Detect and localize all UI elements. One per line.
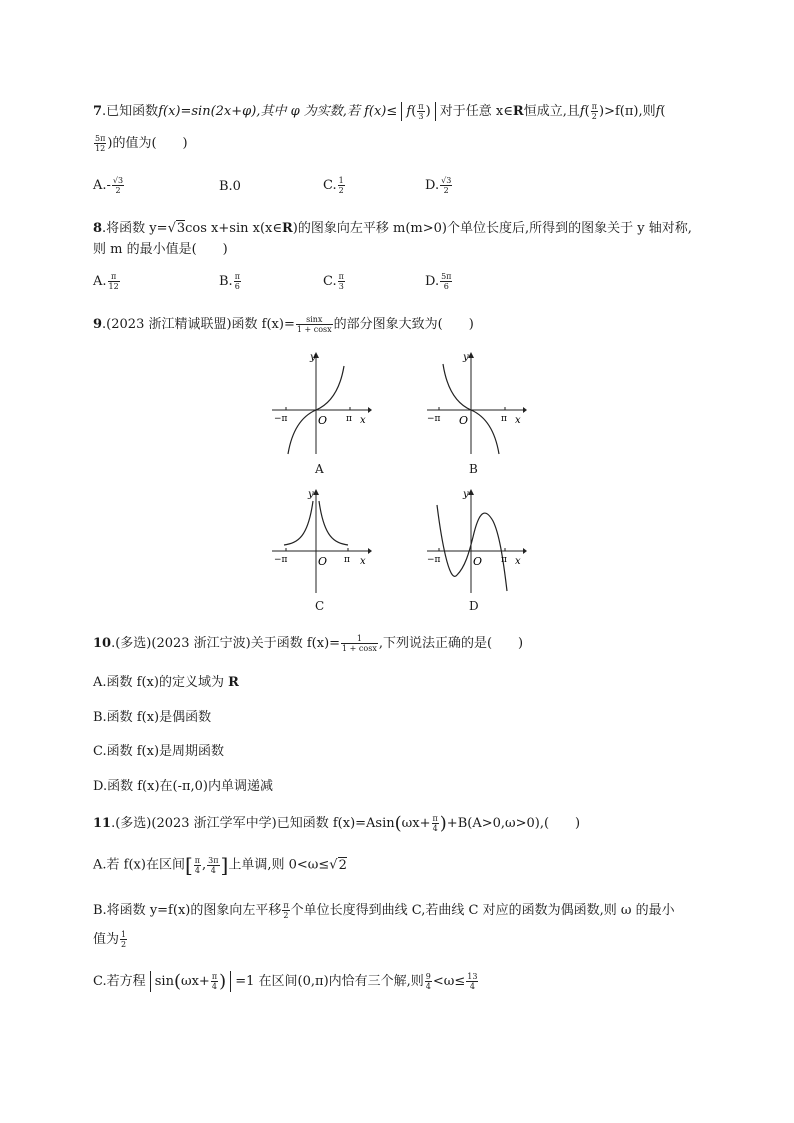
q9-frac: $\frac{\sin x}{1 + \cos x}$ [296, 315, 332, 334]
q7-f2: f [579, 104, 585, 119]
q7-line1: 7.已知函数f(x)=sin(2x+φ),其中 φ 为实数,若 f(x)≤ f( $\frac{\pi}{3}$ ) 对于任意 x∈R恒成立,且f( $\frac{\pi}{2}$ )>f(π),则f( [93, 102, 666, 121]
q7-stem-c: 对于任意 x∈ [439, 104, 513, 119]
q10-frac: $\frac{1}{1 + \cos x}$ [342, 634, 377, 653]
q9-graph-d [423, 487, 527, 595]
q10-option-a: A.函数 f(x)的定义域为 R [93, 675, 239, 690]
q7-stem-e: >f(π),则 [604, 104, 656, 119]
q9-c-xlabel: x [360, 556, 366, 567]
q9-b-xlabel: x [515, 415, 521, 426]
q9-c-ylabel: y [308, 489, 314, 500]
q7-number: 7 [93, 104, 103, 119]
q9-stem [93, 313, 474, 334]
q8-R: R [281, 221, 293, 236]
q7-frac-5pi12: $\frac{5\pi}{12}$ [95, 134, 106, 153]
q9-stem-b: 的部分图象大致为( ) [333, 317, 474, 332]
q8-option-a: A. $\frac{\pi}{12}$ [93, 272, 119, 291]
q9-caption-d: D [469, 599, 479, 613]
q10-stem [93, 632, 523, 653]
q9-graph-c [268, 487, 372, 595]
q7-stem-b: f(x)=sin(2x+φ),其中 φ 为实数,若 f(x)≤ [158, 104, 398, 119]
q9-caption-b: B [469, 462, 478, 476]
q7-option-d: D. $\frac{√3}{2}$ [425, 176, 452, 195]
q8-stem-b: cos x+sin x(x∈ [185, 221, 282, 236]
q9-d-pi: π [501, 555, 507, 565]
q9-c-origin: O [318, 555, 328, 568]
q10-option-d: D.函数 f(x)在(-π,0)内单调递减 [93, 779, 273, 794]
q9-c-pi: π [344, 555, 350, 565]
q9-a-pi: π [346, 414, 352, 424]
q7-frac-pi2: $\frac{\pi}{2}$ [591, 102, 597, 121]
q9-d-xlabel: x [515, 556, 521, 567]
q9-a-xlabel: x [360, 415, 366, 426]
q9-graph-a [268, 350, 372, 458]
q11-option-b-line2: 值为 $\frac{1}{2}$ [93, 930, 127, 949]
q11-option-b-line1: B.将函数 y=f(x)的图象向左平移 $\frac{\pi}{2}$ 个单位长度得到曲线 C,若曲线 C 对应的函数为偶函数,则 ω 的最小 [93, 901, 675, 920]
q8-sqrt3: 3 [176, 221, 186, 236]
q9-caption-c: C [315, 599, 325, 613]
q7-stem-f: 的值为( ) [112, 136, 188, 151]
q8-option-b: B. $\frac{\pi}{6}$ [219, 272, 240, 291]
q7-stem-d: 恒成立,且 [523, 104, 580, 119]
q9-b-pi: π [501, 414, 507, 424]
q7-f3: f [655, 104, 661, 119]
q9-b-negpi: −π [427, 414, 441, 424]
q8-line2: 则 m 的最小值是( ) [93, 242, 228, 257]
q7-option-a: A.- $\frac{√3}{2}$ [93, 176, 124, 195]
q7-line2: $\frac{5\pi}{12}$ )的值为( ) [95, 134, 188, 153]
q11-stem-a: .(多选)(2023 浙江学军中学)已知函数 f(x)=Asin [111, 816, 395, 831]
q11-option-c: C.若方程 sin(ωx+ $\frac{\pi}{4}$ ) =1 在区间(0,π)内恰有三个解,则 $\frac{9}{4}$ <ω≤ $\frac{13}{4}$ [93, 971, 478, 992]
q9-d-ylabel: y [463, 489, 469, 500]
q10-number: 10 [93, 636, 112, 651]
q9-b-origin: O [459, 414, 469, 427]
q9-d-origin: O [473, 555, 483, 568]
q9-number: 9 [93, 317, 103, 332]
q10-stem-a: .(多选)(2023 浙江宁波)关于函数 f(x)= [111, 636, 341, 651]
q9-a-ylabel: y [310, 352, 316, 363]
q9-caption-a: A [315, 462, 324, 476]
q7-abs-f: f [406, 104, 412, 119]
q7-frac-pi3: $\frac{\pi}{3}$ [418, 102, 424, 121]
q9-a-origin: O [318, 414, 328, 427]
q7-stem-a: .已知函数 [102, 104, 159, 119]
q8-stem-a: .将函数 y= [102, 221, 168, 236]
q7-option-c: C. $\frac{1}{2}$ [323, 176, 344, 195]
q9-a-negpi: −π [274, 414, 288, 424]
q9-b-ylabel: y [463, 352, 469, 363]
q9-graph-b [423, 350, 527, 458]
q7-option-b: B.0 [219, 179, 241, 194]
q10-option-c: C.函数 f(x)是周期函数 [93, 744, 225, 759]
q11-stem-c: +B(A>0,ω>0),( ) [446, 816, 581, 831]
q9-stem-a: .(2023 浙江精诚联盟)函数 f(x)= [102, 317, 295, 332]
q8-option-c: C. $\frac{\pi}{3}$ [323, 272, 344, 291]
q11-option-a: A.若 f(x)在区间[ $\frac{\pi}{4}$ , $\frac{3\pi}{4}$ ]上单调,则 0<ω≤√2 [93, 853, 347, 877]
q11-stem: 11.(多选)(2023 浙江学军中学)已知函数 f(x)=Asin(ωx+ $\frac{\pi}{4}$ )+B(A>0,ω>0),( ) [93, 813, 581, 834]
q11-frac-pi4: $\frac{\pi}{4}$ [432, 814, 438, 833]
q11-number: 11 [93, 816, 112, 831]
q7-abs-expr: f( $\frac{\pi}{3}$ ) [401, 102, 435, 121]
q9-d-negpi: −π [427, 555, 441, 565]
q8-number: 8 [93, 221, 103, 236]
q7-R: R [512, 104, 524, 119]
q8-line1: 8.将函数 y=√3cos x+sin x(x∈R)的图象向左平移 m(m>0)个单位长度后,所得到的图象关于 y 轴对称, [93, 221, 692, 236]
q8-option-d: D. $\frac{5\pi}{6}$ [425, 272, 452, 291]
q10-option-b: B.函数 f(x)是偶函数 [93, 710, 212, 725]
q8-stem-c: )的图象向左平移 m(m>0)个单位长度后,所得到的图象关于 y 轴对称, [292, 221, 692, 236]
q11-stem-b: ωx+ [401, 816, 431, 831]
q9-c-negpi: −π [274, 555, 288, 565]
q10-stem-b: ,下列说法正确的是( ) [378, 636, 524, 651]
